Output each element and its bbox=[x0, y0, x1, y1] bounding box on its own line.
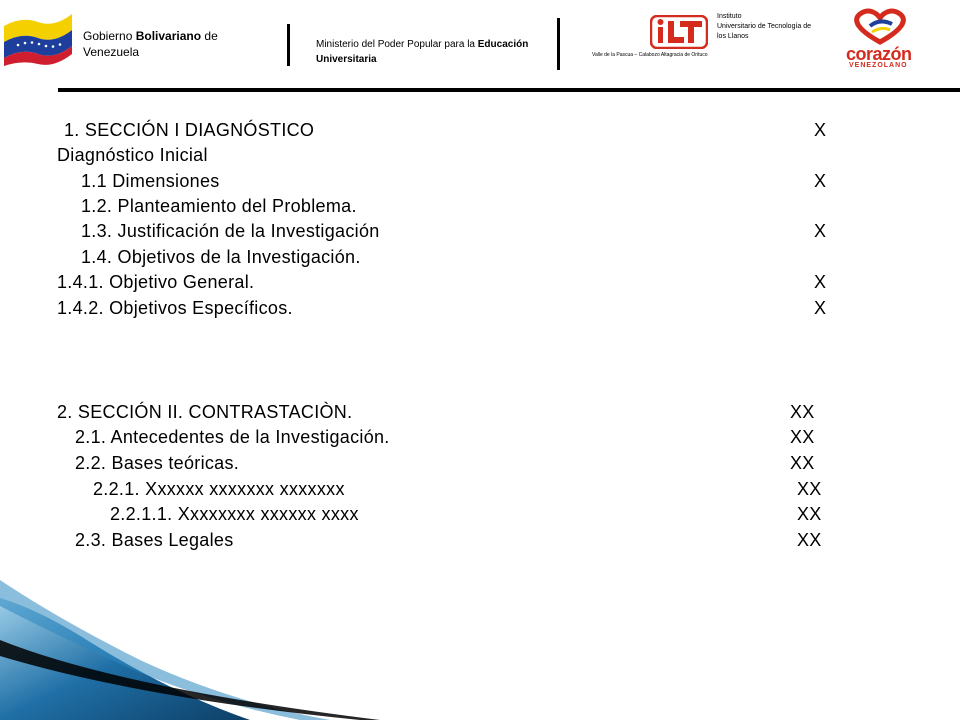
instituto-label: Instituto Universitario de Tecnología de los Llanos bbox=[717, 13, 812, 40]
toc-item-mark: X bbox=[814, 120, 827, 140]
toc-item-text: 1.1 Dimensiones bbox=[81, 171, 220, 191]
toc-item-mark: XX bbox=[790, 453, 815, 473]
toc-item-text: 1.4. Objetivos de la Investigación. bbox=[81, 247, 361, 267]
toc-item-mark: XX bbox=[790, 427, 815, 447]
toc-item-text: 2.2.1. Xxxxxx xxxxxxx xxxxxxx bbox=[93, 479, 345, 499]
toc-item-text: 2. SECCIÓN II. CONTRASTACIÒN. bbox=[57, 402, 353, 422]
gobierno-label: Gobierno Bolivariano de Venezuela bbox=[83, 29, 218, 59]
toc-item-mark: XX bbox=[790, 402, 815, 422]
toc-item-text: Diagnóstico Inicial bbox=[57, 145, 208, 165]
toc-item-mark: XX bbox=[797, 479, 822, 499]
decorative-swoosh bbox=[0, 580, 400, 720]
toc-item-mark: X bbox=[814, 221, 827, 241]
toc-item-text: 2.2. Bases teóricas. bbox=[75, 453, 240, 473]
ministerio-label: Ministerio del Poder Popular para la Educación Universitaria bbox=[316, 39, 529, 65]
toc-item-text: 1.3. Justificación de la Investigación bbox=[81, 221, 380, 241]
toc-item-text: 1.4.1. Objetivo General. bbox=[57, 272, 255, 292]
toc-item-text: 1. SECCIÓN I DIAGNÓSTICO bbox=[64, 120, 315, 140]
toc-item-mark: X bbox=[814, 272, 827, 292]
corazon-sub-label: VENEZOLANO bbox=[849, 62, 908, 69]
toc-item-text: 2.1. Antecedentes de la Investigación. bbox=[75, 427, 390, 447]
toc-item-text: 1.4.2. Objetivos Específicos. bbox=[57, 298, 293, 318]
toc-item-text: 2.3. Bases Legales bbox=[75, 530, 234, 550]
valle-label: Valle de la Pascua – Calabozo Altagracia de Orituco bbox=[592, 52, 708, 58]
toc-item-text: 1.2. Planteamiento del Problema. bbox=[81, 196, 357, 216]
toc-item-mark: X bbox=[814, 298, 827, 318]
toc-item-mark: XX bbox=[797, 530, 822, 550]
corazon-label: corazón bbox=[846, 44, 912, 64]
toc-item-mark: X bbox=[814, 171, 827, 191]
toc-item-mark: XX bbox=[797, 504, 822, 524]
toc-item-text: 2.2.1.1. Xxxxxxxx xxxxxx xxxx bbox=[110, 504, 359, 524]
